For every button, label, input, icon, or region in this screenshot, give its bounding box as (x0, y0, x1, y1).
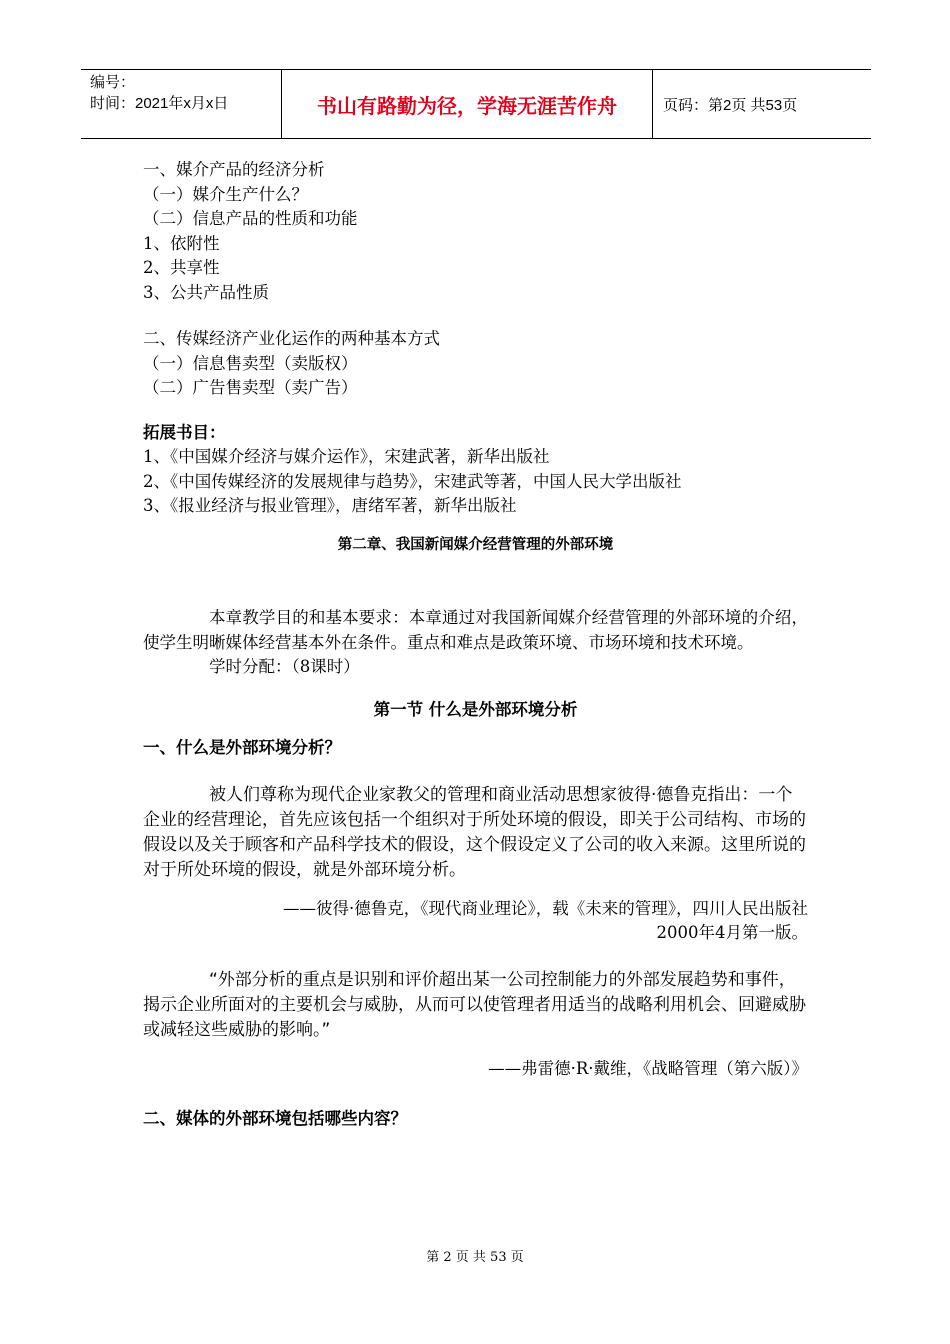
question-heading: 二、媒体的外部环境包括哪些内容？ (143, 1109, 407, 1128)
book-item: 1、《中国媒介经济与媒介运作》，宋建武著，新华出版社 (143, 447, 550, 466)
list-item: 2、共享性 (143, 258, 220, 277)
list-item: （二）信息产品的性质和功能 (143, 209, 358, 228)
citation: ——彼得·德鲁克，《现代商业理论》，载《未来的管理》，四川人民出版社 (283, 898, 808, 918)
header-motto-cell (282, 70, 653, 138)
list-item: （一）信息售卖型（卖版权） (143, 353, 358, 373)
page-footer: 第 2 页 共 53 页 (426, 1250, 524, 1265)
date-label: 时间：2021年x月x日 (90, 95, 229, 112)
chapter-hours: 学时分配：（8课时） (209, 657, 360, 676)
list-item: （二）广告售卖型（卖广告） (143, 378, 358, 397)
list-item: 3、公共产品性质 (143, 282, 269, 302)
number-label: 编号： (90, 74, 136, 91)
header-meta-cell (81, 70, 282, 138)
paragraph: 被人们尊称为现代企业家教父的管理和商业活动思想家彼得·德鲁克指出：一个企业的经营理论，首先应该包括一个组织对于所处环境的假设，即关于公司结构、市场的假设以及关于顾客和产品科学技术的假设，这个假设定义了公司的收入来源。这里所说的对于所处环境的假设，就是外部环境分析。 (143, 784, 806, 880)
page-info: 页码：第2页 共53页 (663, 96, 798, 114)
citation: ——弗雷德·R·戴维，《战略管理（第六版）》 (488, 1058, 808, 1078)
header-page-cell (653, 70, 871, 138)
citation: 2000年4月第一版。 (656, 923, 808, 942)
question-heading: 一、什么是外部环境分析？ (143, 738, 341, 757)
motto: 书山有路勤为径，学海无涯苦作舟 (317, 93, 617, 118)
list-item: （一）媒介生产什么？ (143, 184, 308, 204)
books-title: 拓展书目： (143, 422, 226, 442)
book-item: 3、《报业经济与报业管理》，唐绪军著，新华出版社 (143, 496, 517, 515)
section2-title: 二、传媒经济产业化运作的两种基本方式 (143, 329, 440, 348)
chapter-goal: 本章教学目的和基本要求：本章通过对我国新闻媒介经营管理的外部环境的介绍，使学生明晰媒体经营基本外在条件。重点和难点是政策环境、市场环境和技术环境。 (143, 608, 808, 652)
section1-title: 一、媒介产品的经济分析 (143, 160, 325, 179)
body-content (143, 158, 808, 1132)
section-title: 第一节 什么是外部环境分析 (373, 699, 578, 719)
list-item: 1、依附性 (143, 233, 220, 253)
quote-paragraph: “外部分析的重点是识别和评价超出某一公司控制能力的外部发展趋势和事件，揭示企业所面对的主要机会与威胁，从而可以使管理者用适当的战略利用机会、回避威胁或减轻这些威胁的影响。” (143, 969, 806, 1040)
chapter-title: 第二章、我国新闻媒介经营管理的外部环境 (337, 536, 614, 553)
book-item: 2、《中国传媒经济的发展规律与趋势》，宋建武等著，中国人民大学出版社 (143, 471, 682, 491)
header-table (81, 69, 871, 139)
